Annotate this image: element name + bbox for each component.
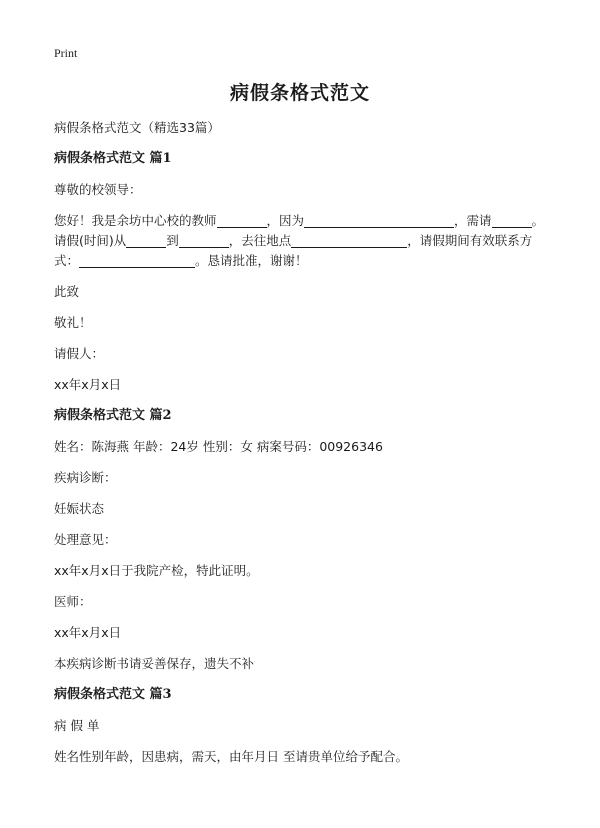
print-label: Print (54, 46, 78, 60)
text-part: ，需请 (454, 213, 492, 228)
diagnosis-label: 疾病诊断： (54, 470, 117, 485)
blank-end (179, 233, 229, 248)
text-part: ，去往地点 (228, 233, 292, 248)
blank-days (492, 213, 532, 228)
blank-start (126, 233, 166, 248)
opinion-value: xx年x月x日于我院产检，特此证明。 (54, 563, 259, 578)
form-text: 姓名性别年龄，因患病，需天，由年月日 至请贵单位给予配合。 (54, 749, 408, 764)
blank-reason (304, 213, 454, 228)
text-part: 。恳请批准，谢谢！ (195, 253, 308, 268)
section-heading-3: 病假条格式范文 篇3 (54, 687, 172, 702)
requester-line: 请假人： (54, 346, 105, 361)
page-title: 病假条格式范文 (229, 82, 370, 104)
section-heading-1: 病假条格式范文 篇1 (54, 151, 172, 166)
closing-line-1: 此致 (54, 284, 80, 299)
text-part: ，请假期间有效联系方式： (54, 233, 533, 268)
note-line: 本疾病诊断书请妥善保存，遗失不补 (54, 656, 255, 671)
leave-request-paragraph (54, 211, 554, 271)
date-line: xx年x月x日 (54, 377, 122, 392)
document-body (54, 118, 554, 778)
intro-line: 病假条格式范文（精选33篇） (54, 120, 220, 135)
salutation: 尊敬的校领导： (54, 182, 142, 197)
text-part: 到 (166, 233, 179, 248)
text-part: 。请假(时间)从 (54, 213, 545, 248)
closing-line-2: 敬礼！ (54, 315, 92, 330)
blank-location (291, 233, 407, 248)
form-title: 病 假 单 (54, 718, 100, 733)
section-heading-2: 病假条格式范文 篇2 (54, 408, 172, 423)
patient-info: 姓名：陈海燕 年龄：24岁 性别：女 病案号码：00926346 (54, 439, 383, 454)
date-line: xx年x月x日 (54, 625, 122, 640)
diagnosis-value: 妊娠状态 (54, 501, 105, 516)
opinion-label: 处理意见： (54, 532, 117, 547)
blank-name (217, 213, 267, 228)
text-part: ，因为 (266, 213, 305, 228)
text-part: 您好！我是余坊中心校的教师 (54, 213, 217, 228)
doctor-label: 医师： (54, 594, 92, 609)
blank-contact (79, 253, 195, 268)
